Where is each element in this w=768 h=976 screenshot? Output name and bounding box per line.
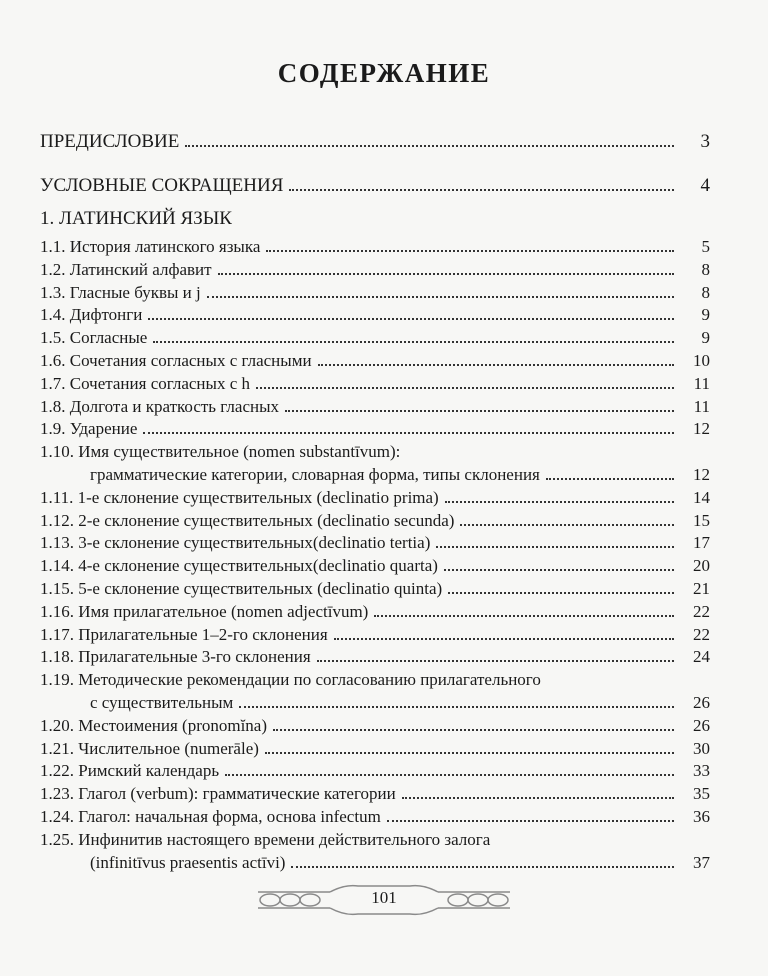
toc-entry-title (40, 175, 283, 197)
toc-entry-page: 22 (693, 601, 710, 621)
toc-entry-number: 1.14. (40, 556, 74, 576)
dot-leader (317, 646, 674, 662)
toc-entry-page: 33 (693, 761, 710, 781)
toc-entry (40, 175, 710, 197)
section-heading (40, 208, 232, 230)
toc-entry-text: 2-е склонение существительных (declinatio secunda) (78, 510, 455, 530)
toc-entry-text: Инфинитив настоящего времени действительного залога (78, 829, 491, 849)
toc-entry-number: 1.1. (40, 237, 66, 256)
dot-leader (445, 487, 674, 503)
toc-entry-title (40, 806, 381, 828)
dot-leader (143, 418, 674, 434)
toc-entry-text: Сочетания согласных с гласными (69, 351, 312, 370)
dot-leader (153, 327, 674, 343)
toc-entry-title (40, 236, 260, 258)
toc-entry-title (40, 327, 147, 349)
toc-entry (40, 487, 710, 509)
toc-entry-title (40, 692, 233, 714)
dot-leader (374, 601, 674, 617)
dot-leader (273, 715, 674, 731)
toc-entry-text: Глагол: начальная форма, основа infectum (78, 807, 381, 826)
toc-entry (40, 327, 710, 349)
dot-leader (444, 555, 674, 571)
toc-entry-text: ПРЕДИСЛОВИЕ (40, 131, 180, 152)
toc-entry-number: 1.12. (40, 510, 74, 530)
dot-leader (448, 578, 674, 594)
toc-entry-text: 3-е склонение существительных(declinatio tertia) (78, 533, 431, 553)
toc-entry-text: 5-е склонение существительных (declinatio quinta) (78, 579, 443, 598)
toc-entry-page: 9 (701, 305, 710, 325)
toc-entry-page: 11 (693, 396, 710, 416)
dot-leader (239, 692, 674, 708)
toc-entry-page: 20 (693, 556, 710, 576)
toc-entry-number: 1.13. (40, 533, 74, 553)
dot-leader (266, 236, 674, 252)
dot-leader (387, 806, 674, 822)
toc-entry-text: Латинский алфавит (69, 259, 212, 279)
dot-leader (225, 760, 674, 776)
toc-entry (40, 510, 710, 532)
toc-entry-text: Прилагательные 3-го склонения (78, 647, 311, 667)
toc-entry-text: Римский календарь (78, 761, 220, 781)
toc-entry-page: 30 (693, 738, 710, 758)
toc-entry-number: 1.8. (40, 396, 66, 416)
dot-leader (291, 852, 674, 868)
toc-entry-page: 9 (701, 328, 710, 348)
toc-entry-title (40, 282, 201, 304)
dot-leader (289, 175, 674, 191)
toc-entry-title (40, 738, 259, 760)
toc-entry (40, 259, 710, 281)
toc-entry-number: 1.4. (40, 305, 66, 325)
page-footer (0, 880, 768, 920)
section-title: ЛАТИНСКИЙ ЯЗЫК (59, 208, 232, 229)
toc-entry-number: 1.24. (40, 807, 74, 826)
toc-entry-text: Методические рекомендации по согласованию прилагательного (78, 670, 541, 690)
toc-entry-number: 1.3. (40, 282, 66, 302)
toc-entry-title (40, 783, 396, 805)
toc-entry-text: Долгота и краткость гласных (69, 396, 280, 416)
toc-entry (40, 282, 710, 304)
toc-entry-number: 1.16. (40, 601, 74, 621)
toc-entry-title (40, 418, 137, 440)
toc-entry-text: Местоимения (pronomĭna) (78, 715, 268, 735)
toc-entry-page: 10 (693, 351, 710, 370)
dot-leader (334, 624, 674, 640)
toc-entry (40, 236, 710, 258)
toc-entry-page: 26 (693, 715, 710, 735)
toc-entry (40, 555, 710, 577)
toc-entry-title (40, 715, 267, 737)
toc-entry (40, 601, 710, 623)
page-title: СОДЕРЖАНИЕ (277, 58, 491, 88)
toc-entry-page: 17 (693, 533, 710, 553)
toc-entry (40, 646, 710, 668)
toc-entry-text: Прилагательные 1–2-го склонения (78, 624, 328, 644)
toc-entry-number: 1.11. (40, 487, 74, 507)
toc-entry-text: Согласные (69, 328, 148, 348)
toc-entry (40, 715, 710, 737)
toc-entry (40, 396, 710, 418)
toc-entry-page: 24 (693, 647, 710, 667)
toc-entry (40, 760, 710, 782)
toc-entry-title (40, 350, 312, 372)
toc-entry-text: Гласные буквы и j (69, 282, 201, 302)
toc-entry-page: 12 (693, 419, 710, 439)
toc-entry (40, 304, 710, 326)
toc-entry-page: 22 (693, 624, 710, 644)
toc-entry (40, 738, 710, 760)
toc-entry (40, 624, 710, 646)
toc-entry (40, 692, 710, 714)
toc-entry-text: Имя существительное (nomen substantīvum): (78, 442, 401, 462)
toc-entry (40, 373, 710, 395)
toc-entry-title (40, 304, 142, 326)
toc-entry-number: 1.5. (40, 328, 66, 348)
toc-entry-number: 1.18. (40, 647, 74, 667)
toc-entry (40, 532, 710, 554)
toc-entry-number: 1.21. (40, 738, 74, 758)
toc-entry (40, 783, 710, 805)
toc-entry-title (40, 646, 311, 668)
toc-entry-page: 11 (693, 373, 710, 393)
toc-entry-page: 8 (701, 259, 710, 279)
toc-entry-number: 1.17. (40, 624, 74, 644)
toc-entry-title (40, 555, 438, 577)
toc-entry-number: 1.23. (40, 784, 74, 804)
toc-entry-page: 3 (700, 131, 710, 152)
toc-entry-number: 1.22. (40, 761, 74, 781)
toc-entry-text: грамматические категории, словарная форма, типы склонения (90, 465, 540, 484)
toc-entry-title (40, 441, 400, 463)
toc-entry (40, 418, 710, 440)
toc-entry-number: 1.7. (40, 373, 66, 393)
toc-entry (40, 806, 710, 828)
toc-entry-text: Дифтонги (69, 305, 143, 325)
toc-entry-title (40, 760, 219, 782)
toc-entry-number: 1.2. (40, 259, 66, 279)
toc-entry-text: 1-е склонение существительных (declinatio prima) (77, 487, 439, 507)
toc-entry-text: История латинского языка (69, 237, 261, 256)
toc-entry (40, 852, 710, 874)
dot-leader (285, 396, 674, 412)
dot-leader (218, 259, 674, 275)
toc-entry-title (40, 487, 439, 509)
toc-entry-page: 12 (693, 465, 710, 484)
dot-leader (185, 131, 674, 147)
toc-entry-number: 1.25. (40, 829, 74, 849)
toc-entry-title (40, 373, 250, 395)
toc-entry (40, 131, 710, 153)
toc-entry-title (40, 852, 285, 874)
toc-entry-page: 26 (693, 693, 710, 712)
toc-entry-page: 8 (701, 282, 710, 302)
toc-entry (40, 578, 710, 600)
toc-entry-title (40, 259, 212, 281)
toc-entry-text: (infinitīvus praesentis actīvi) (90, 852, 286, 872)
toc-entry-text: 4-е склонение существительных(declinatio quarta) (78, 556, 438, 576)
toc-entry (40, 350, 710, 372)
toc-entry-title (40, 131, 179, 153)
dot-leader (148, 304, 674, 320)
toc-entry-number: 1.6. (40, 351, 66, 370)
dot-leader (436, 532, 674, 548)
dot-leader (265, 738, 674, 754)
toc-entry-number: 1.9. (40, 419, 66, 439)
toc-entry-title (40, 829, 490, 851)
toc-entry-number: 1.10. (40, 442, 74, 462)
toc-entry-title (40, 578, 442, 600)
toc-entry-page: 35 (693, 784, 710, 804)
toc-entry-page: 5 (701, 237, 710, 256)
toc-entry-title (40, 464, 540, 486)
dot-leader (318, 350, 674, 366)
toc-entry-text: Глагол (verbum): грамматические категории (78, 784, 396, 804)
dot-leader (402, 783, 674, 799)
toc-entry-number: 1.20. (40, 715, 74, 735)
toc-entry-page: 37 (693, 852, 710, 872)
toc-entry-number: 1.19. (40, 670, 74, 690)
page-number: 101 (371, 888, 397, 907)
toc-entry-number: 1.15. (40, 579, 74, 598)
toc-entry (40, 669, 710, 691)
toc-entry-title (40, 624, 328, 646)
toc-entry-text: Ударение (69, 419, 138, 439)
toc-entry-text: с существительным (90, 693, 234, 712)
toc-entry (40, 464, 710, 486)
toc-entry (40, 829, 710, 851)
toc-entry-title (40, 396, 279, 418)
toc-entry-page: 15 (693, 510, 710, 530)
dot-leader (256, 373, 674, 389)
toc-entry-text: Сочетания согласных с h (69, 373, 250, 393)
toc-entry-page: 36 (693, 807, 710, 826)
toc-entry-title (40, 601, 368, 623)
dot-leader (460, 510, 674, 526)
toc-entry-text: Имя прилагательное (nomen adjectīvum) (78, 601, 369, 621)
toc-entry-text: Числительное (numerāle) (78, 738, 259, 758)
toc-entry-text: УСЛОВНЫЕ СОКРАЩЕНИЯ (40, 175, 284, 196)
dot-leader (207, 282, 674, 298)
toc-entry-title (40, 532, 430, 554)
toc-entry-page: 4 (700, 175, 710, 196)
section-number: 1. (40, 208, 55, 229)
toc-entry-title (40, 669, 541, 691)
toc-entry-page: 21 (693, 579, 710, 598)
dot-leader (546, 464, 674, 480)
toc-entry-title (40, 510, 454, 532)
toc-entry (40, 441, 710, 463)
toc-entry-page: 14 (693, 487, 710, 507)
